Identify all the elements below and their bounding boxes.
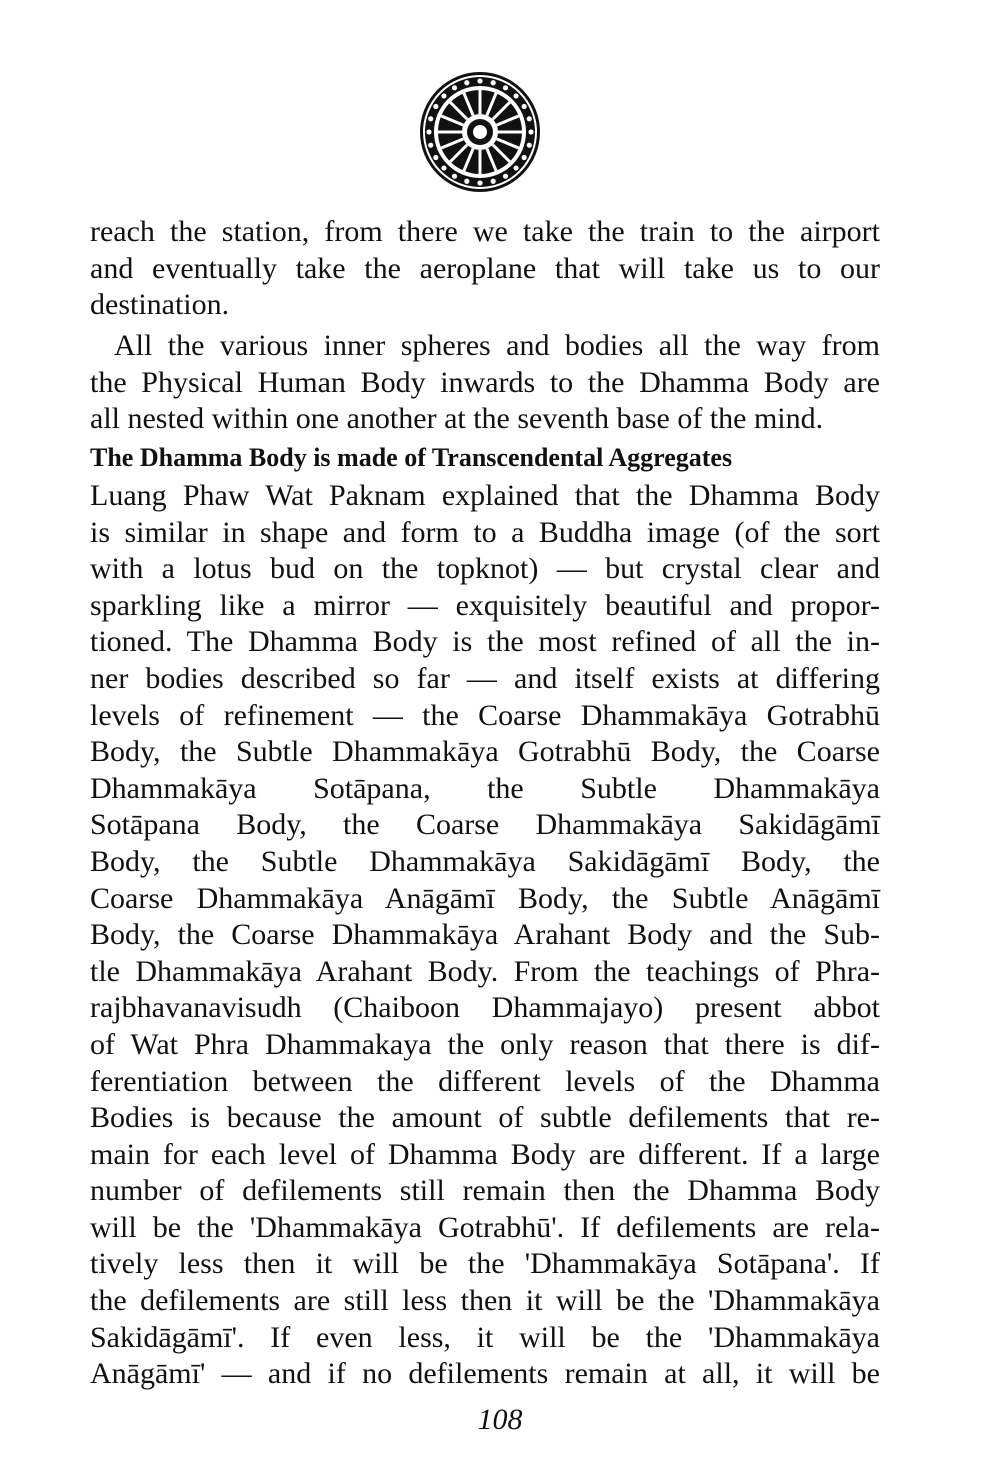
text-line: the defilements are still less then it will be the 'Dhammakāya xyxy=(90,1284,880,1318)
section-heading: The Dhamma Body is made of Transcendental Aggregates xyxy=(90,443,733,472)
text-line: Body, the Subtle Dhammakāya Gotrabhū Body, the Coarse xyxy=(90,735,880,769)
text-line: Sakidāgāmī'. If even less, it will be the 'Dhammakāya xyxy=(90,1320,880,1354)
text-line: sparkling like a mirror — exquisitely beautiful and propor- xyxy=(90,588,880,622)
text-line: Sotāpana Body, the Coarse Dhammakāya Sakidāgāmī xyxy=(90,808,880,842)
text-line: reach the station, from there we take the train to the airport xyxy=(90,215,880,248)
text-line: with a lotus bud on the topknot) — but crystal clear and xyxy=(90,552,880,586)
text-line: tively less then it will be the 'Dhammakāya Sotāpana'. If xyxy=(90,1247,880,1281)
text-line: will be the 'Dhammakāya Gotrabhū'. If defilements are rela- xyxy=(90,1210,880,1244)
text-line: of Wat Phra Dhammakaya the only reason that there is dif- xyxy=(90,1027,880,1061)
paragraph-inner-bodies xyxy=(90,328,880,438)
text-line: all nested within one another at the seventh base of the mind. xyxy=(90,402,824,436)
text-line: number of defilements still remain then the Dhamma Body xyxy=(90,1174,880,1208)
text-line: tle Dhammakāya Arahant Body. From the teachings of Phra- xyxy=(90,954,880,988)
text-line: All the various inner spheres and bodies all the way from xyxy=(114,329,880,362)
text-line: ner bodies described so far — and itself exists at differing xyxy=(90,661,880,695)
text-line: Body, the Coarse Dhammakāya Arahant Body and the Sub- xyxy=(90,918,880,952)
text-line: Luang Phaw Wat Paknam explained that the Dhamma Body xyxy=(90,479,880,512)
text-line: levels of refinement — the Coarse Dhammakāya Gotrabhū xyxy=(90,698,880,732)
paragraph-continuation xyxy=(90,214,880,324)
text-line: main for each level of Dhamma Body are different. If a large xyxy=(90,1137,880,1171)
dharma-wheel-icon xyxy=(418,70,542,194)
text-line: Body, the Subtle Dhammakāya Sakidāgāmī Body, the xyxy=(90,844,880,878)
text-line: destination. xyxy=(90,288,230,322)
text-line: tioned. The Dhamma Body is the most refined of all the in- xyxy=(90,625,880,659)
text-line: is similar in shape and form to a Buddha image (of the sort xyxy=(90,515,880,549)
text-line: rajbhavanavisudh (Chaiboon Dhammajayo) present abbot xyxy=(90,991,880,1025)
text-line: Dhammakāya Sotāpana, the Subtle Dhammakāya xyxy=(90,771,880,805)
text-line: and eventually take the aeroplane that will take us to our xyxy=(90,251,880,285)
text-line: Anāgāmī' — and if no defilements remain at all, it will be xyxy=(90,1357,880,1391)
text-line: Coarse Dhammakāya Anāgāmī Body, the Subtle Anāgāmī xyxy=(90,881,880,915)
page-number: 108 xyxy=(477,1403,523,1436)
text-line: the Physical Human Body inwards to the Dhamma Body are xyxy=(90,365,880,399)
paragraph-dhamma-body xyxy=(90,478,880,1393)
text-line: Bodies is because the amount of subtle defilements that re- xyxy=(90,1101,880,1135)
text-line: ferentiation between the different levels of the Dhamma xyxy=(90,1064,880,1098)
